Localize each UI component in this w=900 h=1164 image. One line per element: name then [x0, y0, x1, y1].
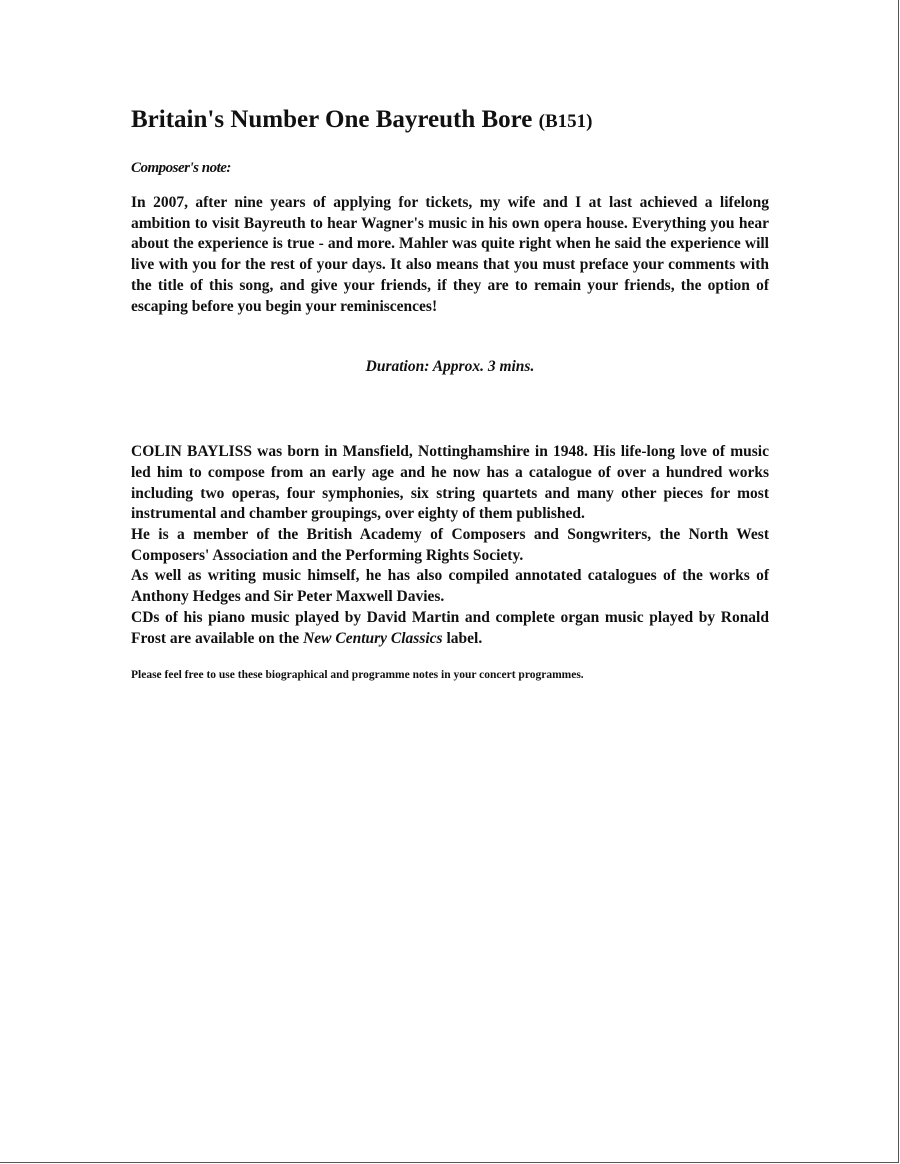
bio-paragraph-4	[131, 608, 769, 649]
composers-note-label: Composer's note:	[131, 160, 231, 176]
title-text: Britain's Number One Bayreuth Bore	[131, 106, 533, 133]
page-title	[131, 104, 769, 138]
bio-paragraph-4-end: label.	[442, 629, 483, 647]
bio-paragraph-4-text: CDs of his piano music played by David Martin and complete organ music played by Ronald Frost are available on the	[131, 608, 769, 647]
bio-paragraph-3: As well as writing music himself, he has also compiled annotated catalogues of the works of Anthony Hedges and Sir Peter Maxwell Davies.	[131, 567, 769, 606]
footer-note: Please feel free to use these biographical and programme notes in your concert programmes.	[131, 669, 584, 682]
bio-paragraph-2: He is a member of the British Academy of Composers and Songwriters, the North West Composers' Association and the Performing Rights Society.	[131, 526, 769, 564]
bio-paragraph-1: COLIN BAYLISS was born in Mansfield, Nottinghamshire in 1948. His life-long love of music led him to compose from an early age and he now has a catalogue of over a hundred works including two operas, four symphonies, six string quartets and many other pieces for most instrumental and chamber groupings, over eighty of them published.	[131, 443, 769, 523]
record-label-name: New Century Classics	[303, 629, 443, 647]
duration-text: Duration: Approx. 3 mins.	[365, 358, 535, 376]
document-content	[131, 104, 769, 683]
composers-note-body: In 2007, after nine years of applying for tickets, my wife and I at last achieved a lifelong ambition to visit Bayreuth to hear Wagner's music in his own opera house. Everything you hear about the experience is true - and more. Mahler was quite right when he said the experience will live with you for the rest of your days. It also means that you must preface your comments with the title of this song, and give your friends, if they are to remain your friends, the option of escaping before you begin your reminiscences!	[131, 194, 769, 315]
biography-section	[131, 442, 769, 649]
catalogue-code: (B151)	[538, 111, 593, 132]
